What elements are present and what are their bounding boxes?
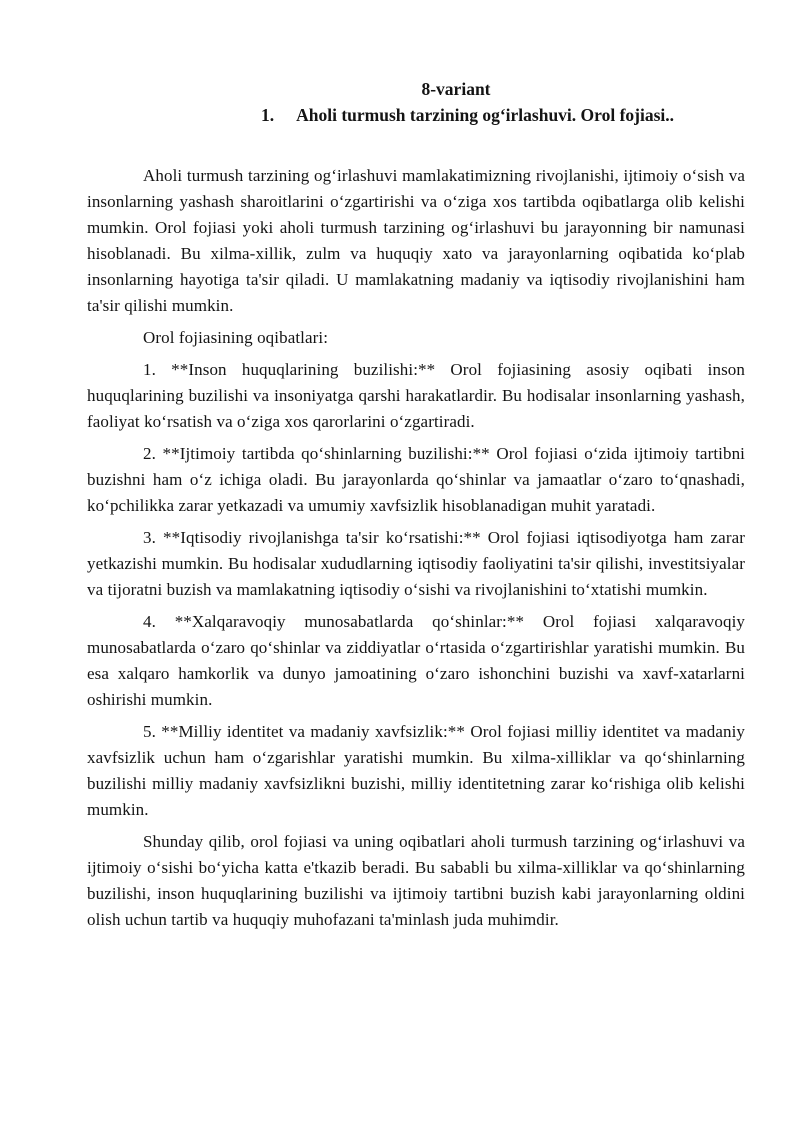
conclusion-paragraph: Shunday qilib, orol fojiasi va uning oqibatlari aholi turmush tarzining ogʻirlashuvi va ijtimoiy oʻsishi boʻyicha katta e'tkazib beradi. Bu sababli bu xilma-xilliklar va qoʻshinlarning buzilishi, inson huquqlarining buzilishi va ijtimoiy tartibni buzish kabi jarayonlarning oldini olish uchun tartib va huquqiy muhofazani ta'minlash juda muhimdir. xyxy=(87,832,745,929)
consequence-item-2: 2. **Ijtimoiy tartibda qoʻshinlarning buzilishi:** Orol fojiasi oʻzida ijtimoiy tartibni buzishni ham oʻz ichiga oladi. Bu jarayonlarda qoʻshinlar va jamaatlar oʻzaro toʻqnashadi, koʻpchilikka zarar yetkazadi va umumiy xavfsizlik hisoblanadigan muhit yaratadi. xyxy=(87,444,745,515)
variant-title: 8-variant xyxy=(421,79,491,99)
intro-paragraph: Aholi turmush tarzining ogʻirlashuvi mamlakatimizning rivojlanishi, ijtimoiy oʻsish va insonlarning yashash sharoitlarini oʻzgartirishi va oʻziga xos tartibda oqibatlarga olib kelishi mumkin. Orol fojiasi yoki aholi turmush tarzining ogʻirlashuvi bu jarayonning bir namunasi hisoblanadi. Bu xilma-xillik, zulm va huquqiy xato va jarayonlarning oqibatida koʻplab insonlarning hayotiga ta'sir qiladi. U mamlakatning madaniy va iqtisodiy rivojlanishini ham ta'sir qilishi mumkin. xyxy=(87,166,745,315)
topic-number: 1. xyxy=(261,105,275,125)
topic-title-text: Aholi turmush tarzining ogʻirlashuvi. Orol fojiasi.. xyxy=(296,105,675,125)
consequence-item-1: 1. **Inson huquqlarining buzilishi:** Orol fojiasining asosiy oqibati inson huquqlarining buzilishi va insoniyatga qarshi harakatlardir. Bu hodisalar insonlarning yashash, faoliyat koʻrsatish va oʻziga xos qarorlarini oʻzgartiradi. xyxy=(87,360,745,431)
topic-heading xyxy=(261,102,745,128)
document-body xyxy=(87,163,745,933)
consequence-item-3: 3. **Iqtisodiy rivojlanishga ta'sir koʻrsatishi:** Orol fojiasi iqtisodiyotga ham zarar yetkazishi mumkin. Bu hodisalar xududlarning iqtisodiy faoliyatini ta'sir qilishi, investitsiyalar va tijoratni buzish va mamlakatning iqtisodiy oʻsishi va rivojlanishini toʻxtatishi mumkin. xyxy=(87,528,745,599)
conclusion-paragraph-item-5: 5. **Milliy identitet va madaniy xavfsizlik:** Orol fojiasi milliy identitet va madaniy xavfsizlik uchun ham oʻzgarishlar yaratishi mumkin. Bu xilma-xilliklar va qoʻshinlarning buzilishi milliy madaniy xavfsizlikni buzishi, milliy identitetning zarar koʻrishiga olib kelishi mumkin. xyxy=(87,722,745,819)
consequences-heading: Orol fojiasining oqibatlari: xyxy=(143,328,329,347)
consequence-item-4: 4. **Xalqaravoqiy munosabatlarda qoʻshinlar:** Orol fojiasi xalqaravoqiy munosabatlarda oʻzaro qoʻshinlar va ziddiyatlar oʻrtasida oʻzgartirishlar yaratishi mumkin. Bu esa xalqaro hamkorlik va dunyo jamoatining oʻzaro ishonchini buzishi va xavf-xatarlarni oshirishi mumkin. xyxy=(87,612,745,709)
